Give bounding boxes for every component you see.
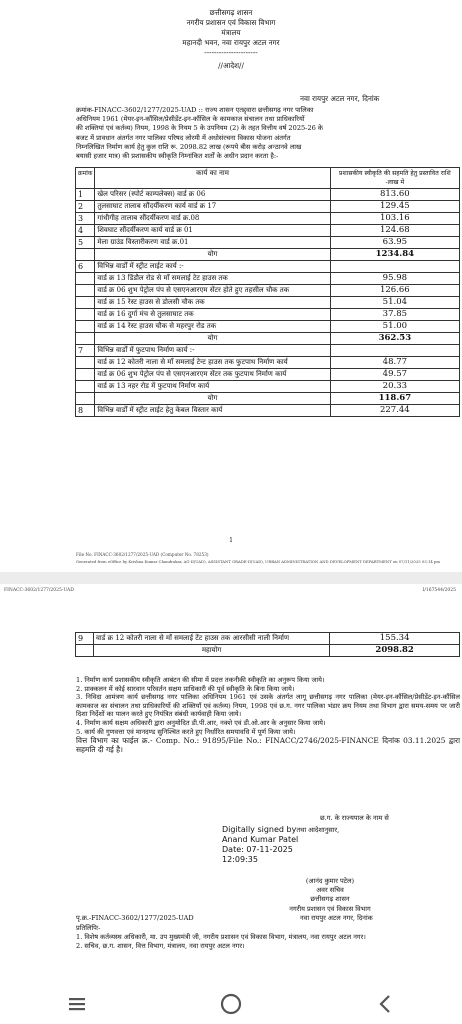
work-name-cell: शिवघाट सौंदर्यीकरण कार्य वार्ड क्र 01 <box>95 225 330 237</box>
table-row <box>76 261 460 273</box>
serial-cell <box>76 645 94 657</box>
recents-button[interactable] <box>57 989 97 1019</box>
table-row <box>76 189 460 201</box>
work-name-cell: वार्ड क्र 12 कोतरी नाला से माँ समलाई टेन्ट हाउस तक फुटपाथ निर्माण कार्य <box>95 357 330 369</box>
table-row <box>76 201 460 213</box>
work-name-cell: वार्ड क्र 12 कोतरी नाला से माँ समलाई टेंट हाउस तक आरसीसी नाली निर्माण <box>93 633 329 645</box>
page-separator <box>0 572 462 584</box>
letterhead-divider: ---------------------- <box>204 48 258 57</box>
designation: अवर सचिव <box>316 886 344 895</box>
table-row <box>76 321 460 333</box>
work-name-cell: वार्ड क्र 13 नहर रोड में फुटपाथ निर्माण कार्य <box>95 381 330 393</box>
work-name-cell: महायोग <box>93 645 329 657</box>
intro-line: की शक्तियां एवं कर्तव्य) नियम, 1998 के नियम 5 के उपनियम (2) के तहत वित्तीय वर्ष 2025-26 के <box>76 124 323 133</box>
order-intro <box>76 106 460 161</box>
back-button[interactable] <box>365 989 405 1019</box>
table-row <box>76 237 460 249</box>
serial-cell: 5 <box>76 237 95 249</box>
amount-cell: 813.60 <box>330 189 459 201</box>
work-name-cell: वार्ड क्र 14 रेस्ट हाउस चौक से महरपुर रोड तक <box>95 321 330 333</box>
table-total-row <box>76 333 460 345</box>
recents-icon <box>66 996 88 1012</box>
work-name-cell: मेला ग्राउंड विस्तारीकरण वार्ड क्र.01 <box>95 237 330 249</box>
amount-cell <box>330 261 459 273</box>
header-amount: प्रशासकीय स्वीकृति की सहमति हेतु प्रस्तावित राशि -लाख में <box>330 168 459 189</box>
letterhead-line-1: छत्तीसगढ़ शासन <box>209 8 253 17</box>
work-name-cell: तुलसाघाट तालाब सौंदर्यीकरण कार्य वार्ड क्र 17 <box>95 201 330 213</box>
serial-cell: 3 <box>76 213 95 225</box>
work-name-cell: वार्ड क्र 06 शुभ पेट्रोल पंप से एसएनआरएम सेंटर तक फुटपाथ निर्माण कार्य <box>95 369 330 381</box>
serial-cell: 1 <box>76 189 95 201</box>
letterhead <box>0 8 462 71</box>
intro-line: क्रमांक-FINACC-3602/1277/2025-UAD :: राज्य शासन एतद्द्वारा छत्तीसगढ़ नगर पालिका <box>76 106 314 114</box>
signatory-line-2: नगरीय प्रशासन एवं विकास विभाग <box>289 904 371 913</box>
governor-line: छ.ग. के राज्यपाल के नाम से <box>320 814 389 822</box>
finance-consent: वित्त विभाग का फाईल क्र.- Comp. No.: 91895/File No.: FINACC/2746/2025-FINANCE दिनांक 03.11.2025 द्वारा सहमति दी गई है। <box>76 736 460 755</box>
work-name-cell: विभिन्न वार्डों में स्ट्रीट लाईट कार्य :- <box>95 261 330 273</box>
amount-cell: 37.85 <box>330 309 459 321</box>
conditions-list <box>76 676 460 755</box>
system-navigation-bar <box>0 984 462 1024</box>
serial-cell: 4 <box>76 225 95 237</box>
signatory-line-1: छत्तीसगढ़ शासन <box>310 895 350 904</box>
amount-cell: 129.45 <box>330 201 459 213</box>
copy-to-label: प्रतिलिपिः- <box>76 924 101 932</box>
serial-cell <box>76 369 95 381</box>
serial-cell <box>76 333 95 345</box>
letterhead-line-3: मंत्रालय <box>221 28 241 37</box>
copy-to-list <box>76 924 460 952</box>
table-row <box>76 285 460 297</box>
amount-cell: 51.00 <box>330 321 459 333</box>
serial-cell <box>76 309 95 321</box>
condition-item: 2. प्राक्कलन में कोई सारवान परिवर्तन सक्षम प्राधिकारी की पूर्व स्वीकृति के बिना किया जाये। <box>76 684 295 693</box>
work-name-cell: योग <box>95 249 330 261</box>
amount-cell: 49.57 <box>330 369 459 381</box>
signed-by-label: Digitally signed by <box>222 825 297 834</box>
signer-name: Anand Kumar Patel <box>222 835 299 845</box>
page2-receipt-no: I/167544/2025 <box>422 588 456 593</box>
sign-date: Date: 07-11-2025 <box>222 845 293 855</box>
table-total-row <box>76 249 460 261</box>
serial-cell: 6 <box>76 261 95 273</box>
serial-cell: 2 <box>76 201 95 213</box>
amount-cell: 362.53 <box>330 333 459 345</box>
home-button[interactable] <box>211 989 251 1019</box>
intro-line: अधिनियम 1961 (मेयर-इन-कौंसिल/प्रेसीडेंट-इन-कौंसिल के कामकाज संचालन तथा प्राधिकारियों <box>76 115 305 124</box>
amount-cell: 95.98 <box>330 273 459 285</box>
table-row <box>76 213 460 225</box>
sign-time: 12:09:35 <box>222 855 258 865</box>
footer-file-no: File No. FINACC-3602/1277/2025-UAD (Computer No. 78253) <box>76 552 209 557</box>
copy-item: 2. सचिव, छ.ग. शासन, वित्त विभाग, मंत्रालय, नवा रायपुर अटल नगर। <box>76 942 245 951</box>
amount-cell: 51.04 <box>330 297 459 309</box>
signer-hindi-name: (आनंद कुमार पटेल) <box>305 877 355 885</box>
table-total-row <box>76 645 460 657</box>
letterhead-line-4: महानदी भवन, नवा रायपुर अटल नगर <box>182 38 280 47</box>
work-name-cell: विभिन्न वार्डों में फुटपाथ निर्माण कार्य :- <box>95 345 330 357</box>
back-icon <box>375 993 395 1015</box>
letterhead-line-2: नगरीय प्रशासन एवं विकास विभाग <box>186 18 276 27</box>
work-name-cell: वार्ड क्र 13 डिंडौल रोड से माँ समलाई टेट हाउस तक <box>95 273 330 285</box>
serial-cell <box>76 285 95 297</box>
table-row <box>76 405 460 417</box>
serial-cell <box>76 381 95 393</box>
table-header-row <box>76 168 460 189</box>
condition-item: 4. निर्माण कार्य सक्षम अधिकारी द्वारा अनुमोदित डी.पी.आर, नक्शे एवं डी.ओ.आर के अनुसार किया जाये। <box>76 718 326 727</box>
home-icon <box>219 992 243 1016</box>
document-page-2 <box>0 584 462 984</box>
table-row <box>76 309 460 321</box>
table-row <box>76 357 460 369</box>
copy-item: 1. विशेष कर्तव्यस्थ अधिकारी, मा. उप मुख्यमंत्री जी, नगरीय प्रशासन एवं विकास विभाग, मंत्रालय, नवा रायपुर अटल नगर। <box>76 933 366 942</box>
work-name-cell: वार्ड क्र 15 रेस्ट हाउस से डोलसी चौक तक <box>95 297 330 309</box>
serial-cell <box>76 273 95 285</box>
works-table <box>75 167 460 417</box>
header-work-name: कार्य का नाम <box>95 168 330 189</box>
serial-cell <box>76 297 95 309</box>
amount-cell: 103.16 <box>330 213 459 225</box>
amount-cell: 63.95 <box>330 237 459 249</box>
table-row <box>76 381 460 393</box>
page-number: 1 <box>229 537 233 544</box>
intro-line: बयासी हजार मात्र) की प्रशासकीय स्वीकृति निम्नांकित शर्तों के अधीन प्रदान करता है:- <box>76 152 279 161</box>
table-row <box>76 273 460 285</box>
amount-cell: 155.34 <box>330 633 460 645</box>
serial-cell <box>76 321 95 333</box>
work-name-cell: गांधीगीह तालाब सौंदर्यीकरण वार्ड क्र.08 <box>95 213 330 225</box>
place-date: नवा रायपुर अटल नगर, दिनांक <box>300 94 380 103</box>
signatory-block <box>250 877 410 914</box>
work-name-cell: वार्ड क्र 16 दुर्गा मंच से तुलसाघाट तक <box>95 309 330 321</box>
work-name-cell: विभिन्न वार्डों में स्ट्रीट लाईट हेतु केबल विस्तार कार्य <box>95 405 330 417</box>
amount-cell: 2098.82 <box>330 645 460 657</box>
table-row <box>76 633 460 645</box>
serial-cell <box>76 393 95 405</box>
condition-item: 5. कार्य की गुणवत्ता एवं मानदण्ड सुनिश्चित करते हुए निर्धारित समयावधि में पूर्ण किया जाये। <box>76 727 296 736</box>
endorsement-number: पृ.क्र.-FINACC-3602/1277/2025-UAD <box>76 914 194 922</box>
condition-item: 3. निविदा आमंत्रण कार्य छत्तीसगढ़ नगर पालिका अधिनियम 1961 एवं उसके अंतर्गत लागू छत्तीसगढ़ नगर पालिका (मेयर-इन-कौंसिल/प्रेसीडेंट-इन-कौंसिल कामकाज का संचालन तथा प्राधिकारियों की शक्तियाँ एवं कर्तव्य) नियम, 1998 एवं छ.ग. नगर पालिका भंडार क्रय नियम तथा विभाग द्वारा समय-समय पर जारी दिशा निर्देशों का पालन करते हुए नियंत्रित संबंधी कार्यवाही किया जाये। <box>76 693 460 719</box>
table-row <box>76 297 460 309</box>
table-total-row <box>76 393 460 405</box>
table-row <box>76 345 460 357</box>
work-name-cell: योग <box>95 333 330 345</box>
footer-generated: Generated from eOffice by Krishna Kumar Chandrakar, AG-II(UAD), ASSISTANT GRADE-II(UAD), URBAN ADMINISTRATION AND DEVELOPMENT DEPARTMENT on 07/11/2025 03:14 pm <box>76 559 441 564</box>
work-name-cell: योग <box>95 393 330 405</box>
amount-cell: 227.44 <box>330 405 459 417</box>
amount-cell: 124.68 <box>330 225 459 237</box>
serial-cell: 8 <box>76 405 95 417</box>
order-title: //आदेश// <box>218 61 244 70</box>
work-name-cell: वार्ड क्र 06 शुभ पेट्रोल पंप से एसएनआरएम सेंटर होते हुए तहसील चौक तक <box>95 285 330 297</box>
amount-cell: 126.66 <box>330 285 459 297</box>
page2-file-ref: FINACC-3602/1277/2025-UAD <box>4 588 74 593</box>
intro-line: बजट में प्रावधान अंतर्गत नगर पालिका परिषद लोरमी में अधोसंरचना विकास योजना अंतर्गत <box>76 133 291 142</box>
serial-cell <box>76 357 95 369</box>
amount-cell <box>330 345 459 357</box>
place-date-2: नवा रायपुर अटल नगर, दिनांक <box>300 914 373 922</box>
serial-cell: 9 <box>76 633 94 645</box>
serial-cell <box>76 249 95 261</box>
amount-cell: 48.77 <box>330 357 459 369</box>
serial-cell: 7 <box>76 345 95 357</box>
order-by: तथा आदेशानुसार, <box>296 826 340 834</box>
intro-line: निम्नलिखित निर्माण कार्य हेतु कुल राशि रू. 2098.82 लाख (रूपये बीस करोड़ अन्ठानवे लाख <box>76 142 302 151</box>
work-name-cell: खेल परिसर (स्पोर्ट काम्पलेक्स) वार्ड क्र 06 <box>95 189 330 201</box>
amount-cell: 1234.84 <box>330 249 459 261</box>
table-row <box>76 225 460 237</box>
table-row <box>76 369 460 381</box>
amount-cell: 20.33 <box>330 381 459 393</box>
amount-cell: 118.67 <box>330 393 459 405</box>
header-serial: क्रमांक <box>76 168 95 189</box>
condition-item: 1. निर्माण कार्य प्रशासकीय स्वीकृति आबंटन की सीमा में प्रदत्त तकनीकी स्वीकृति का अनुरूप किया जाये। <box>76 676 325 684</box>
works-table-continued <box>75 632 460 657</box>
digital-signature-block <box>222 825 339 865</box>
